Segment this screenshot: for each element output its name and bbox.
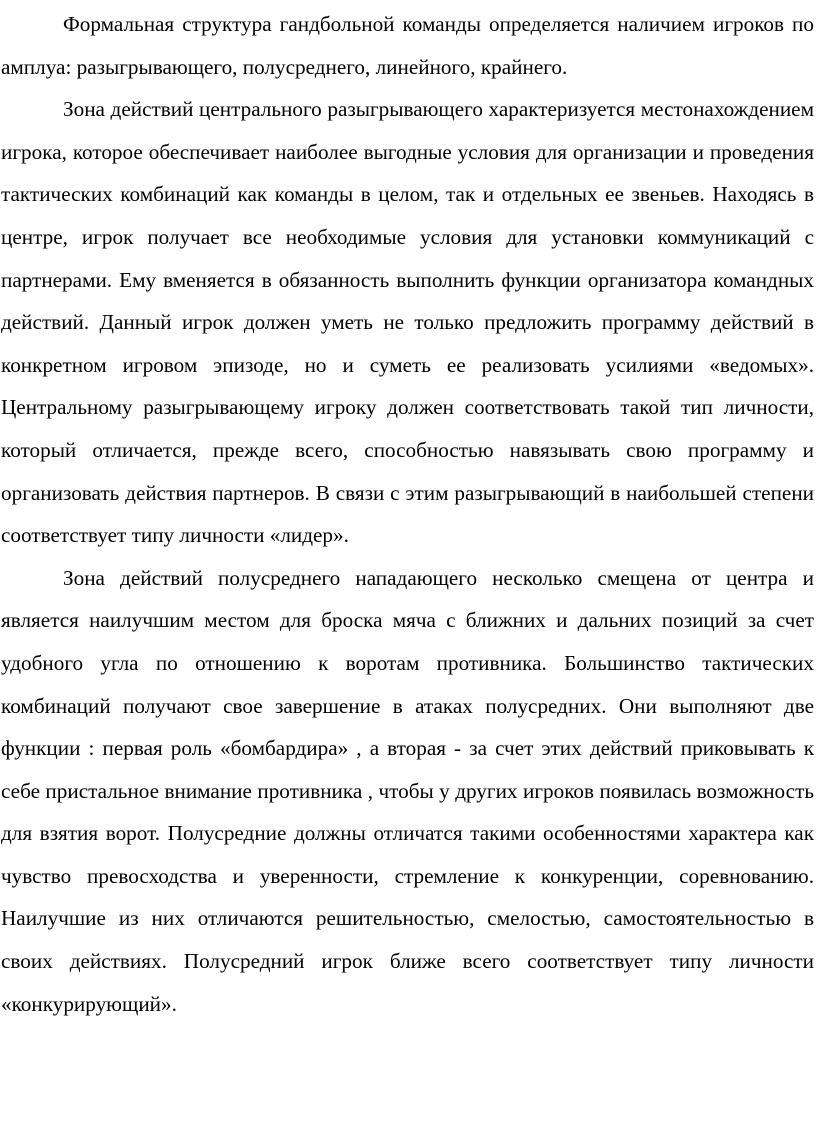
- paragraph-half-back: Зона действий полусреднего нападающего несколько смещена от центра и является наилучшим местом для броска мяча с ближних и дальних позиций за счет удобного угла по отношению к воротам противника. Большинство тактических комбинаций получают свое завершение в атаках полусредних. Они выполняют две функции : первая роль «бомбардира» , а вторая - за счет этих действий приковывать к себе пристальное внимание противника , чтобы у других игроков появилась возможность для взятия ворот. Полусредние должны отличатся такими особенностями характера как чувство превосходства и уверенности, стремление к конкуренции, соревнованию. Наилучшие из них отличаются решительностью, смелостью, самостоятельностью в своих действиях. Полусредний игрок ближе всего соответствует типу личности «конкурирующий».: [1, 565, 814, 1016]
- paragraph-central-playmaker: Зона действий центрального разыгрывающего характеризуется местонахождением игрока, которое обеспечивает наиболее выгодные условия для организации и проведения тактических комбинаций как команды в целом, так и отдельных ее звеньев. Находясь в центре, игрок получает все необходимые условия для установки коммуникаций с партнерами. Ему вменяется в обязанность выполнить функции организатора командных действий. Данный игрок должен уметь не только предложить программу действий в конкретном игровом эпизоде, но и суметь ее реализовать усилиями «ведомых». Центральному разыгрывающему игроку должен соответствовать такой тип личности, который отличается, прежде всего, способностью навязывать свою программу и организовать действия партнеров. В связи с этим разыгрывающий в наибольшей степени соответствует типу личности «лидер».: [1, 97, 814, 548]
- document-page: [1, 3, 814, 1025]
- paragraph-team-structure: Формальная структура гандбольной команды определяется наличием игроков по амплуа: разыгрывающего, полусреднего, линейного, крайнего.: [1, 12, 814, 79]
